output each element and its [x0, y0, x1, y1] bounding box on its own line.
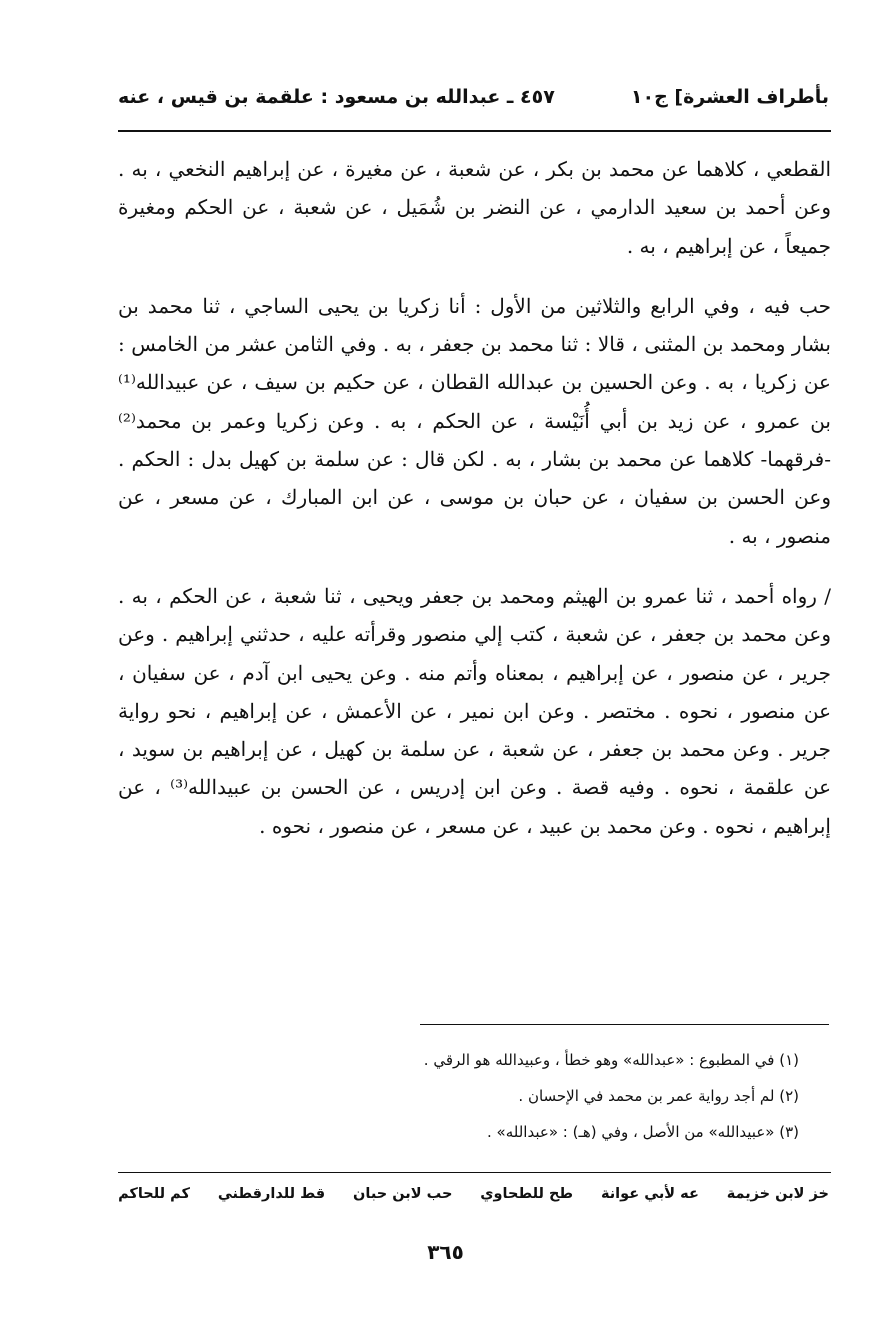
paragraph: / رواه أحمد ، ثنا عمرو بن الهيثم ومحمد بن جعفر ويحيى ، ثنا شعبة ، عن الحكم ، به . وعن محمد بن جعفر ، عن شعبة ، كتب إلي منصور وقرأته عليه ، حدثني إبراهيم . وعن جرير ، عن منصور ، عن إبراهيم ، بمعناه وأتم منه . وعن يحيى ابن آدم ، عن سفيان ، عن منصور ، نحوه . مختصر . وعن ابن نمير ، عن الأعمش ، عن إبراهيم ، نحو رواية جرير . وعن محمد بن جعفر ، عن شعبة ، عن سلمة بن كهيل ، عن إبراهيم بن سويد ، عن علقمة ، نحوه . وفيه قصة . وعن ابن إدريس ، عن الحسن بن عبيدالله⁽³⁾ ، عن إبراهيم ، نحوه . وعن محمد بن عبيد ، عن مسعر ، عن منصور ، نحوه . — [118, 583, 831, 838]
abbreviation-item: خز لابن خزيمة — [726, 1186, 829, 1202]
running-header — [118, 82, 829, 116]
main-text — [118, 150, 831, 867]
abbreviation-item: عه لأبي عوانة — [600, 1186, 699, 1202]
abbreviation-item: حب لابن حبان — [353, 1186, 453, 1202]
abbreviation-item: طح للطحاوي — [480, 1186, 574, 1202]
abbreviations-rule — [118, 1172, 831, 1173]
footnote-separator — [420, 1024, 829, 1025]
footnote-1: (١) في المطبوع : «عبدالله» وهو خطأ ، وعبيدالله هو الرقي . — [423, 1051, 799, 1069]
abbreviation-item: كم للحاكم — [118, 1186, 190, 1202]
footnote-3: (٣) «عبيدالله» من الأصل ، وفي (هـ) : «عبدالله» . — [487, 1123, 799, 1141]
page-number: ٣٦٥ — [427, 1240, 464, 1264]
entry-title: ٤٥٧ ـ عبدالله بن مسعود : علقمة بن قيس ، عنه — [118, 86, 555, 108]
paragraph: حب فيه ، وفي الرابع والثلاثين من الأول : أنا زكريا بن يحيى الساجي ، ثنا محمد بن بشار ومحمد بن المثنى ، قالا : ثنا محمد بن جعفر ، به . وفي الثامن عشر من الخامس : عن زكريا ، به . وعن الحسين بن عبدالله القطان ، عن حكيم بن سيف ، عن عبيدالله⁽¹⁾ بن عمرو ، عن زيد بن أبي أُنَيْسة ، عن الحكم ، به . وعن زكريا وعمر بن محمد⁽²⁾ -فرقهما- كلاهما عن محمد بن بشار ، به . لكن قال : عن سلمة بن كهيل بدل : الحكم . وعن الحسن بن سفيان ، عن حبان بن موسى ، عن ابن المبارك ، عن مسعر ، عن منصور ، به . — [118, 293, 831, 548]
running-title: بأطراف العشرة] ج١٠ — [630, 86, 829, 108]
footnotes — [360, 1042, 799, 1150]
paragraph: القطعي ، كلاهما عن محمد بن بكر ، عن شعبة ، عن مغيرة ، عن إبراهيم النخعي ، به . وعن أحمد بن سعيد الدارمي ، عن النضر بن شُمَيل ، عن شعبة ، عن الحكم ومغيرة جميعاً ، عن إبراهيم ، به . — [118, 157, 831, 258]
abbreviations-legend — [118, 1186, 829, 1202]
footnote-2: (٢) لم أجد رواية عمر بن محمد في الإحسان . — [518, 1087, 799, 1105]
header-rule — [118, 130, 831, 132]
abbreviation-item: قط للدارقطني — [217, 1186, 326, 1202]
